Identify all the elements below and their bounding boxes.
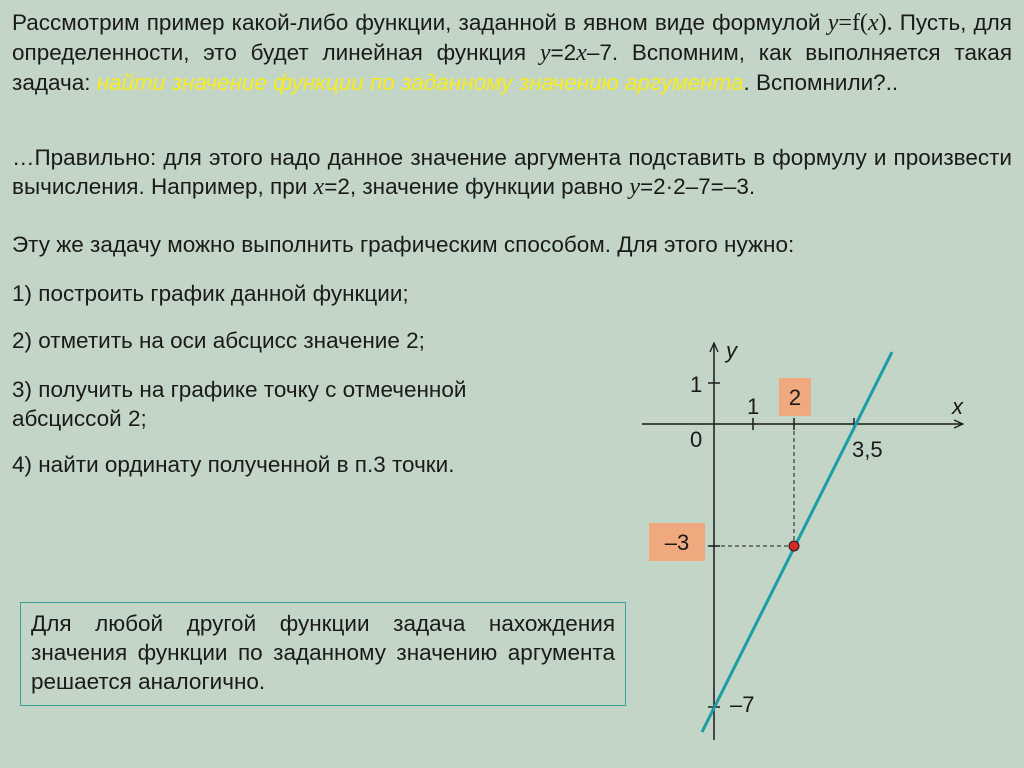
answer-paragraph bbox=[12, 143, 1012, 202]
formula-end: ). bbox=[878, 10, 893, 36]
answer-x-value: =2, значение функции равно bbox=[324, 174, 630, 199]
x-tick-label: 1 bbox=[747, 394, 760, 419]
note-text: Для любой другой функции задача нахождения значения функции по заданному значению аргумента решается аналогично. bbox=[31, 611, 615, 694]
x-mark-label: 2 bbox=[788, 385, 802, 410]
function-graph bbox=[630, 330, 990, 750]
intro-text-1: Рассмотрим пример какой-либо функции, заданной в явном виде формулой bbox=[12, 10, 828, 35]
formula-f: =f( bbox=[838, 10, 868, 36]
y-mark-label: –3 bbox=[664, 530, 690, 555]
step-3-cont: абсциссой 2; bbox=[12, 406, 147, 431]
linear-eq: =2 bbox=[550, 40, 577, 65]
graph-point bbox=[789, 541, 799, 551]
formula-y: y bbox=[827, 10, 839, 36]
linear-end: –7. bbox=[586, 40, 619, 65]
step-1: 1) построить график данной функции; bbox=[12, 281, 409, 306]
intercept-label: –7 bbox=[730, 692, 755, 717]
formula-x: x bbox=[867, 10, 879, 36]
answer-x: x bbox=[313, 174, 325, 200]
intro-text-3: Вспомним, как выполняется такая задача: bbox=[12, 40, 1012, 95]
task-highlight: найти значение функции по заданному значению аргумента bbox=[96, 70, 744, 95]
y-tick-label: 1 bbox=[690, 372, 703, 397]
answer-y: y bbox=[629, 174, 640, 200]
x-axis-label: x bbox=[952, 394, 963, 419]
step-4: 4) найти ординату полученной в п.3 точки. bbox=[12, 452, 455, 477]
intro-paragraph bbox=[12, 8, 1012, 97]
answer-y-value: =2·2–7=–3. bbox=[639, 174, 756, 199]
intro-text-4: . Вспомнили?.. bbox=[743, 70, 899, 95]
method-lead: Эту же задачу можно выполнить графическим способом. Для этого нужно: bbox=[12, 232, 795, 257]
intro-text-2: Пусть, для определенности, это будет линейная функция bbox=[12, 10, 1012, 65]
root-label: 3,5 bbox=[852, 437, 883, 462]
note-box bbox=[20, 602, 626, 706]
step-3: 3) получить на графике точку с отмеченной bbox=[12, 377, 467, 402]
origin-label: 0 bbox=[690, 427, 703, 452]
linear-x: x bbox=[576, 40, 587, 66]
linear-y: y bbox=[539, 40, 551, 66]
y-axis-label: y bbox=[726, 338, 737, 363]
answer-text: …Правильно: для этого надо данное значение аргумента подставить в формулу и произвести вычисления. Например, при bbox=[12, 145, 1012, 199]
step-2: 2) отметить на оси абсцисс значение 2; bbox=[12, 328, 425, 353]
